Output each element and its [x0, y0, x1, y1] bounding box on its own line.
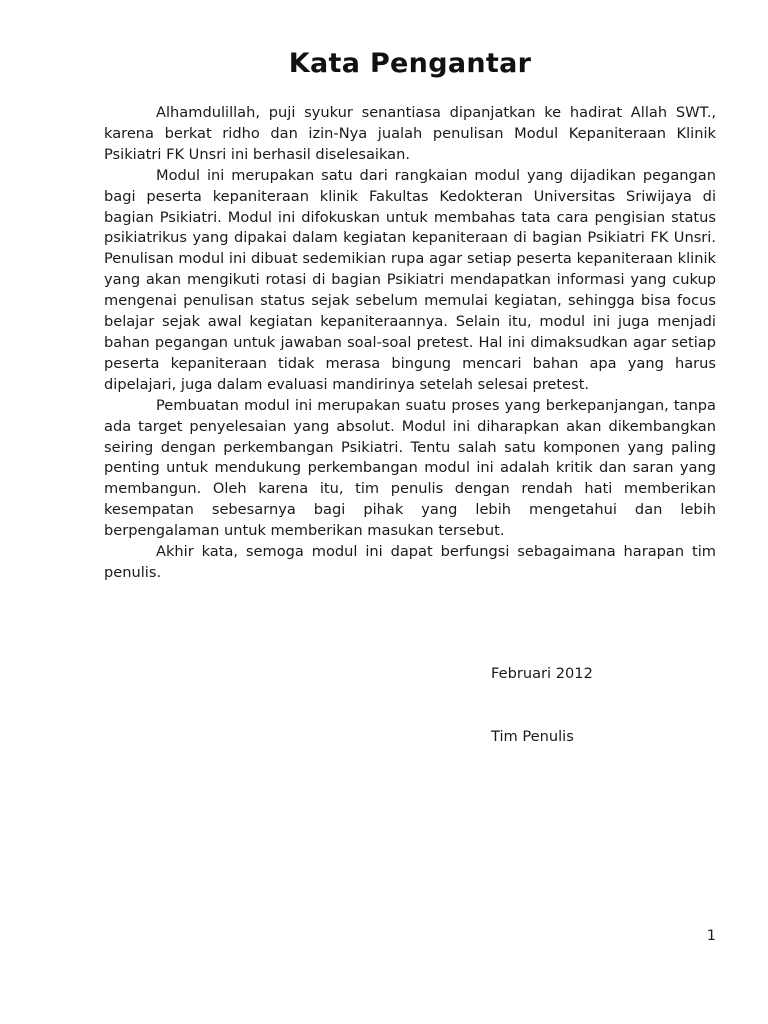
- closing-signature: Tim Penulis: [491, 728, 574, 745]
- paragraph-3: Pembuatan modul ini merupakan suatu proses yang berkepanjangan, tanpa ada target penyelesaian yang absolut. Modul ini diharapkan akan dikembangkan seiring dengan perkembangan Psikiatri. Tentu salah satu komponen yang paling penting untuk mendukung perkembangan modul ini adalah kritik dan saran yang membangun. Oleh karena itu, tim penulis dengan rendah hati memberikan kesempatan sebesarnya bagi pihak yang lebih mengetahui dan lebih berpengalaman untuk memberikan masukan tersebut.: [104, 396, 716, 540]
- paragraph-4: Akhir kata, semoga modul ini dapat berfungsi sebagaimana harapan tim penulis.: [104, 543, 716, 581]
- closing-date: Februari 2012: [491, 665, 593, 682]
- body-text: [104, 103, 716, 584]
- paragraph-1: Alhamdulillah, puji syukur senantiasa dipanjatkan ke hadirat Allah SWT., karena berkat ridho dan izin-Nya jualah penulisan Modul Kepaniteraan Klinik Psikiatri FK Unsri ini berhasil diselesaikan.: [104, 104, 716, 163]
- page-number: 1: [706, 927, 716, 944]
- page-title: Kata Pengantar: [288, 48, 532, 79]
- paragraph-2: Modul ini merupakan satu dari rangkaian modul yang dijadikan pegangan bagi peserta kepaniteraan klinik Fakultas Kedokteran Universitas Sriwijaya di bagian Psikiatri. Modul ini difokuskan untuk membahas tata cara pengisian status psikiatrikus yang dipakai dalam kegiatan kepaniteraan di bagian Psikiatri FK Unsri. Penulisan modul ini dibuat sedemikian rupa agar setiap peserta kepaniteraan klinik yang akan mengikuti rotasi di bagian Psikiatri mendapatkan informasi yang cukup mengenai penulisan status sejak sebelum memulai kegiatan, sehingga bisa focus belajar sejak awal kegiatan kepaniteraannya. Selain itu, modul ini juga menjadi bahan pegangan untuk jawaban soal-soal pretest. Hal ini dimaksudkan agar setiap peserta kepaniteraan tidak merasa bingung mencari bahan apa yang harus dipelajari, juga dalam evaluasi mandirinya setelah selesai pretest.: [104, 166, 716, 393]
